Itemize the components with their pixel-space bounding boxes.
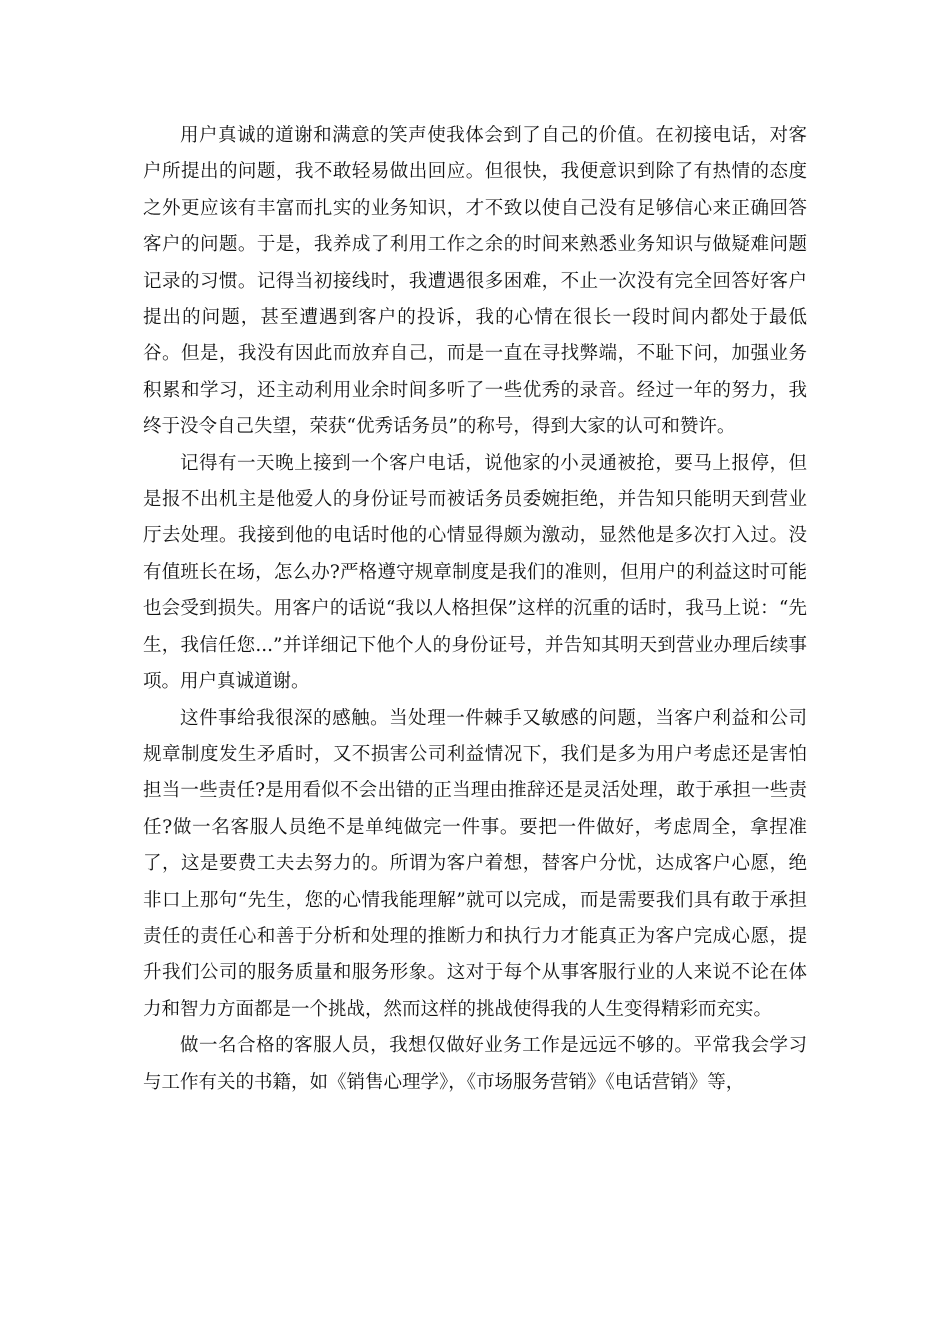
- paragraph-2: 记得有一天晚上接到一个客户电话，说他家的小灵通被抢，要马上报停，但是报不出机主是他爱人的身份证号而被话务员委婉拒绝，并告知只能明天到营业厅去处理。我接到他的电话时他的心情显得颇为激动，显然他是多次打入过。没有值班长在场，怎么办?严格遵守规章制度是我们的准则，但用户的利益这时可能也会受到损失。用客户的话说“我以人格担保”这样的沉重的话时，我马上说：“先生，我信任您...”并详细记下他个人的身份证号，并告知其明天到营业办理后续事项。用户真诚道谢。: [143, 452, 807, 693]
- paragraph-1: 用户真诚的道谢和满意的笑声使我体会到了自己的价值。在初接电话，对客户所提出的问题，我不敢轻易做出回应。但很快，我便意识到除了有热情的态度之外更应该有丰富而扎实的业务知识，才不致以使自己没有足够信心来正确回答客户的问题。于是，我养成了利用工作之余的时间来熟悉业务知识与做疑难问题记录的习惯。记得当初接线时，我遭遇很多困难，不止一次没有完全回答好客户提出的问题，甚至遭遇到客户的投诉，我的心情在很长一段时间内都处于最低谷。但是，我没有因此而放弃自己，而是一直在寻找弊端，不耻下问，加强业务积累和学习，还主动利用业余时间多听了一些优秀的录音。经过一年的努力，我终于没令自己失望，荣获“优秀话务员”的称号，得到大家的认可和赞许。: [143, 125, 807, 438]
- document-body: [143, 118, 807, 1101]
- paragraph-3: 这件事给我很深的感触。当处理一件棘手又敏感的问题，当客户利益和公司规章制度发生矛盾时，又不损害公司利益情况下，我们是多为用户考虑还是害怕担当一些责任?是用看似不会出错的正当理由推辞还是灵活处理，敢于承担一些责任?做一名客服人员绝不是单纯做完一件事。要把一件做好，考虑周全，拿捏准了，这是要费工夫去努力的。所谓为客户着想，替客户分忧，达成客户心愿，绝非口上那句“先生，您的心情我能理解”就可以完成，而是需要我们具有敢于承担责任的责任心和善于分析和处理的推断力和执行力才能真正为客户完成心愿，提升我们公司的服务质量和服务形象。这对于每个从事客服行业的人来说不论在体力和智力方面都是一个挑战，然而这样的挑战使得我的人生变得精彩而充实。: [143, 707, 807, 1020]
- paragraph-4: 做一名合格的客服人员，我想仅做好业务工作是远远不够的。平常我会学习与工作有关的书籍，如《销售心理学》，《市场服务营销》《电话营销》等，: [143, 1035, 807, 1093]
